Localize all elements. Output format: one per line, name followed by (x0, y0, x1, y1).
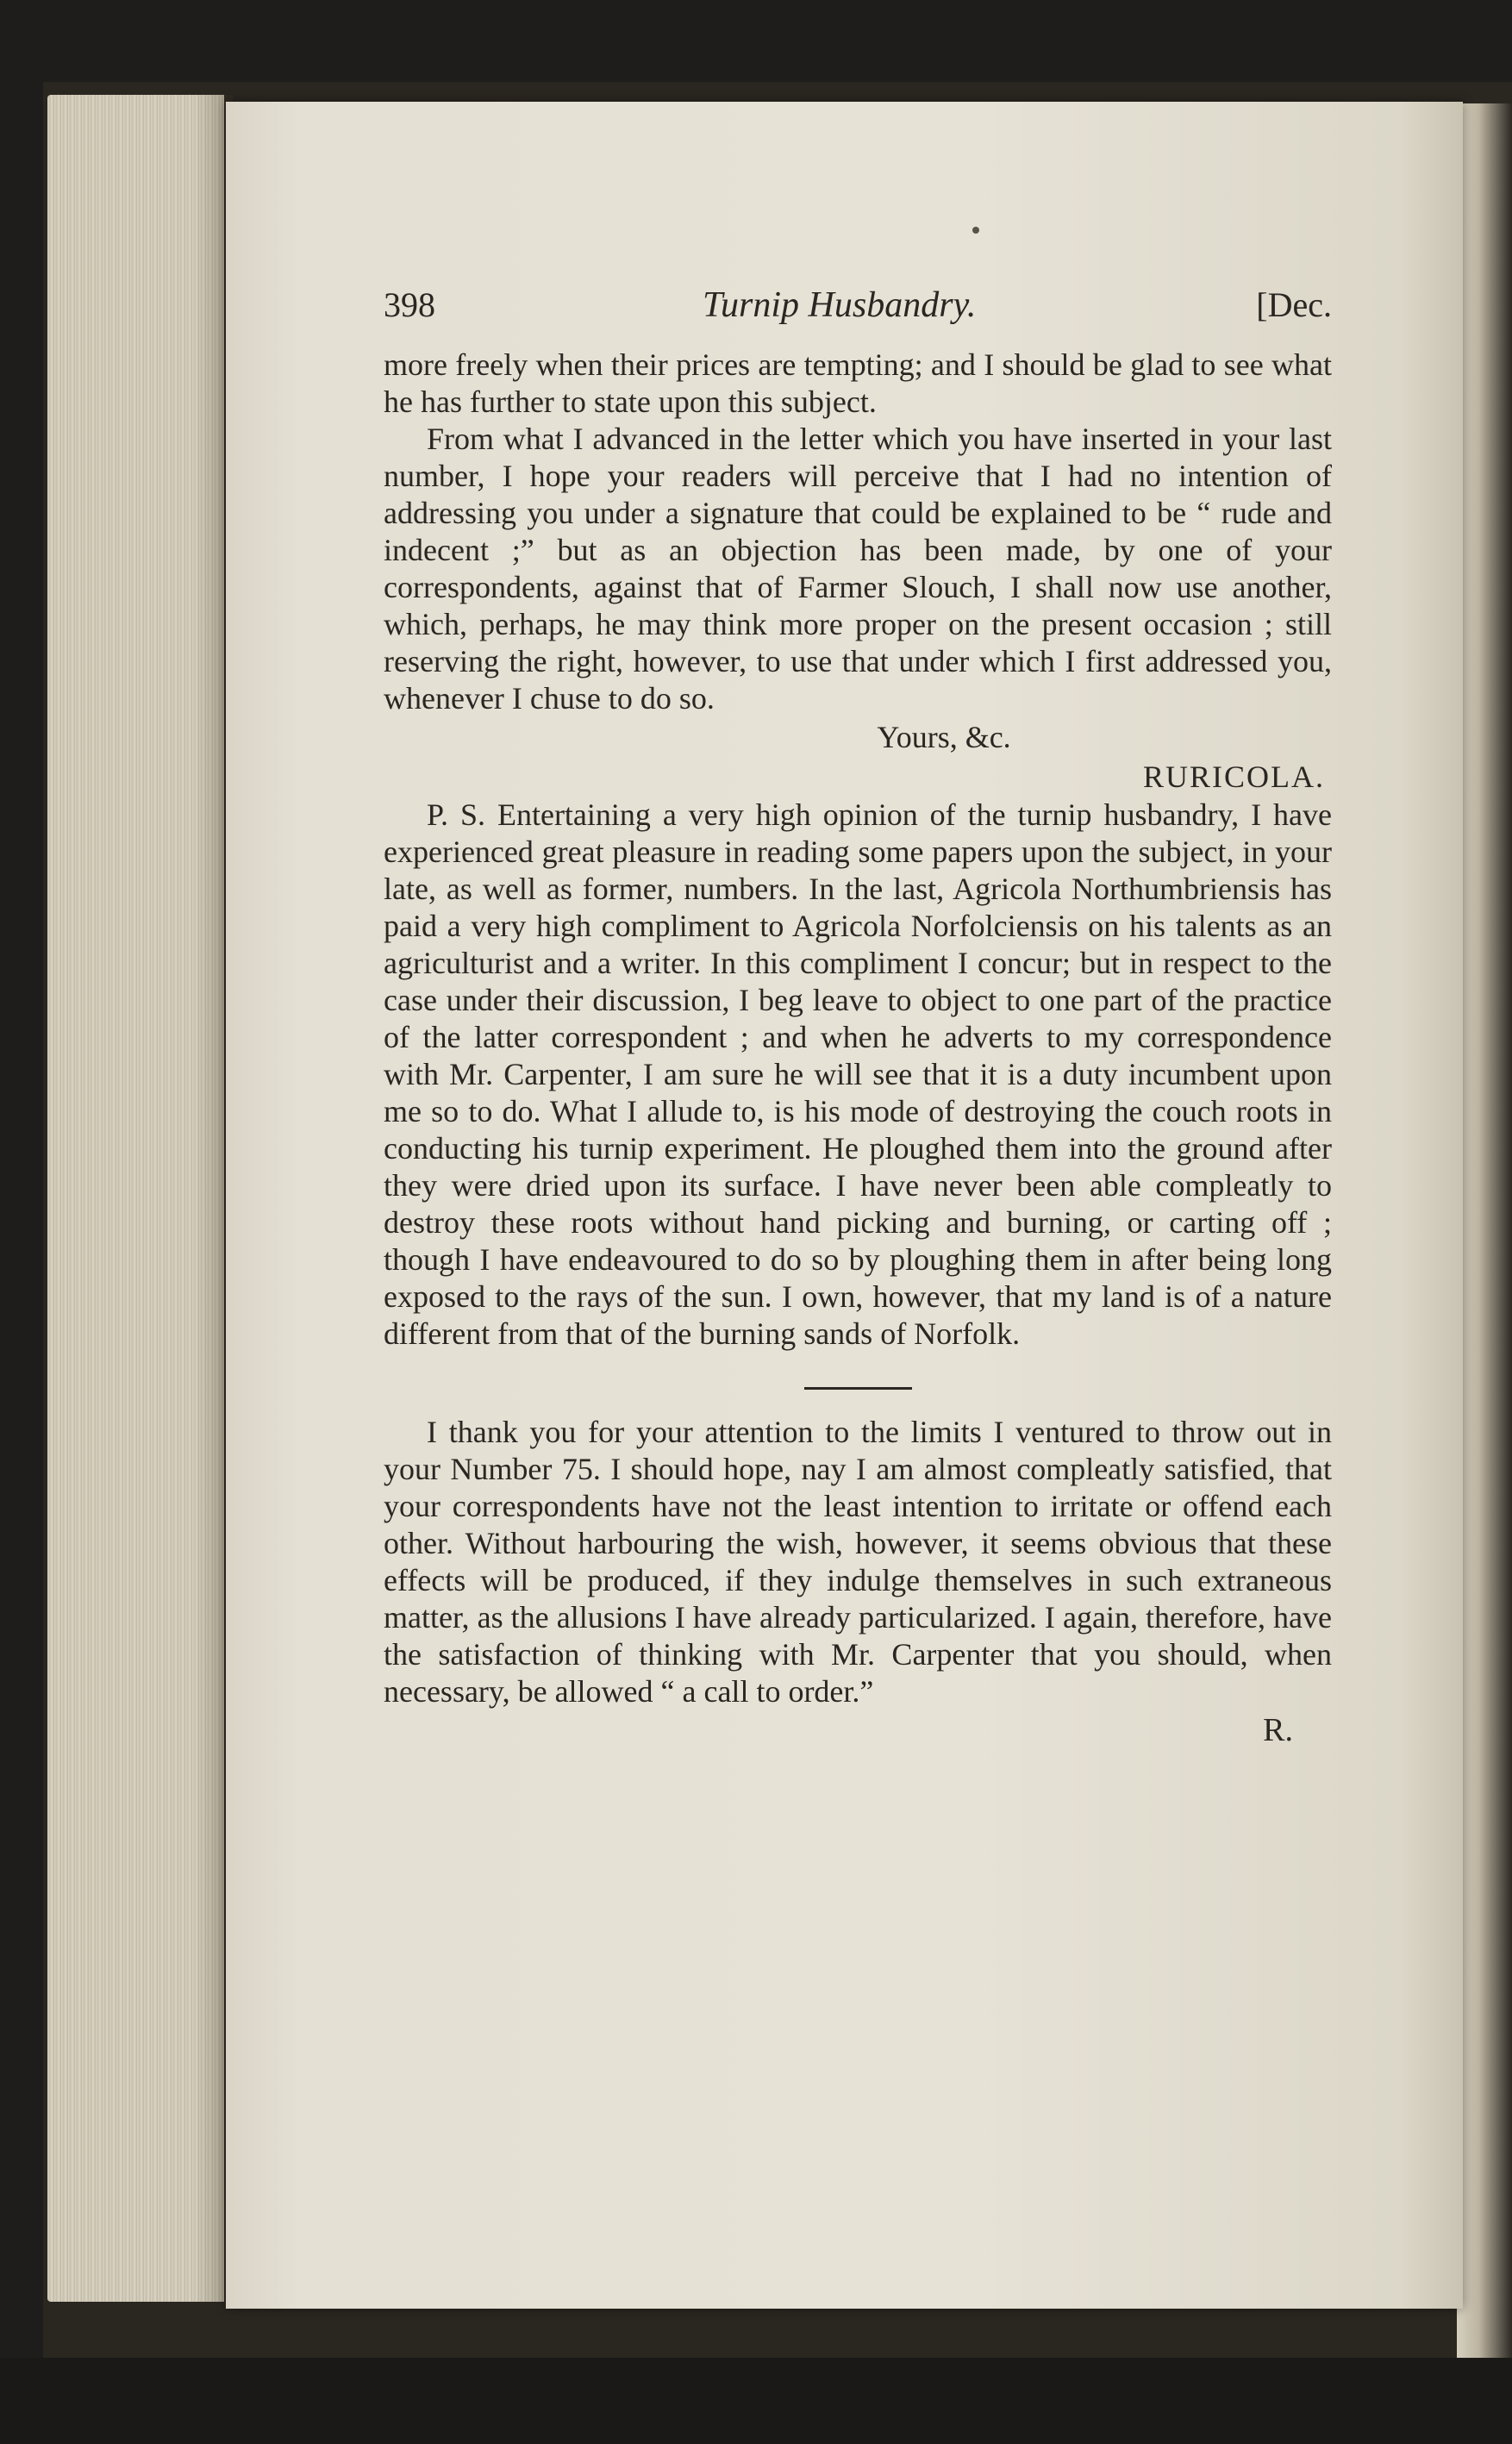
paragraph-reply: I thank you for your attention to the limits I ventured to throw out in your Number 75. I should hope, nay I am almost compleatly satisfied, that your correspondents have not the least intention to irritate or offend each other. Without harbouring the wish, however, it seems obvious that these effects will be produced, if they indulge themselves in such extraneous matter, as the allusions I have already particularized. I again, therefore, have the satisfaction of thinking with Mr. Carpenter that you should, when necessary, be allowed “ a call to order.” (384, 1415, 1332, 1709)
header-month: [Dec. (1256, 285, 1332, 324)
text-block (384, 284, 1332, 1750)
paragraph-letter: From what I advanced in the letter which you have inserted in your last number, I hope your readers will perceive that I had no intention of addressing you under a signature that could be explained to be “ rude and indecent ;” but as an objection has been made, by one of your correspondents, against that of Farmer Slouch, I shall now use another, which, perhaps, he may think more proper on the present occasion ; still reserving the right, however, to use that under which I first addressed you, whenever I chuse to do so. (384, 422, 1332, 716)
running-title: Turnip Husbandry. (703, 285, 977, 325)
postscript: P. S. Entertaining a very high opinion of the turnip husbandry, I have experienced great pleasure in reading some papers upon the subject, in your late, as well as former, numbers. In the last, Agricola Northumbriensis has paid a very high compliment to Agricola Norfolciensis on his talents as an agriculturist and a writer. In this compliment I concur; but in respect to the case under their discussion, I beg leave to object to one part of the practice of the latter correspondent ; and when he adverts to my correspondence with Mr. Carpenter, I am sure he will see that it is a duty incumbent upon me so to do. What I allude to, is his mode of destroying the couch roots in conducting his turnip experiment. He ploughed them into the ground after they were dried upon its surface. I have never been able compleatly to destroy these roots without hand picking and burning, or carting off ; though I have endeavoured to do so by ploughing them in after being long exposed to the rays of the sun. I own, however, that my land is of a nature different from that of the burning sands of Norfolk. (384, 797, 1332, 1351)
section-divider (804, 1387, 912, 1390)
book-bottom-shadow (0, 2358, 1512, 2444)
right-page-edge (1457, 103, 1512, 2362)
page-number: 398 (384, 285, 435, 324)
closing-salutation: Yours, &c. (877, 720, 1011, 754)
running-header (384, 284, 1332, 336)
signature-ruricola: RURICOLA. (1142, 759, 1325, 794)
signature-r: R. (1263, 1712, 1293, 1748)
paragraph-continuation: more freely when their prices are tempting; and I should be glad to see what he has further to state upon this subject. (384, 347, 1332, 419)
ink-mark (972, 227, 979, 234)
